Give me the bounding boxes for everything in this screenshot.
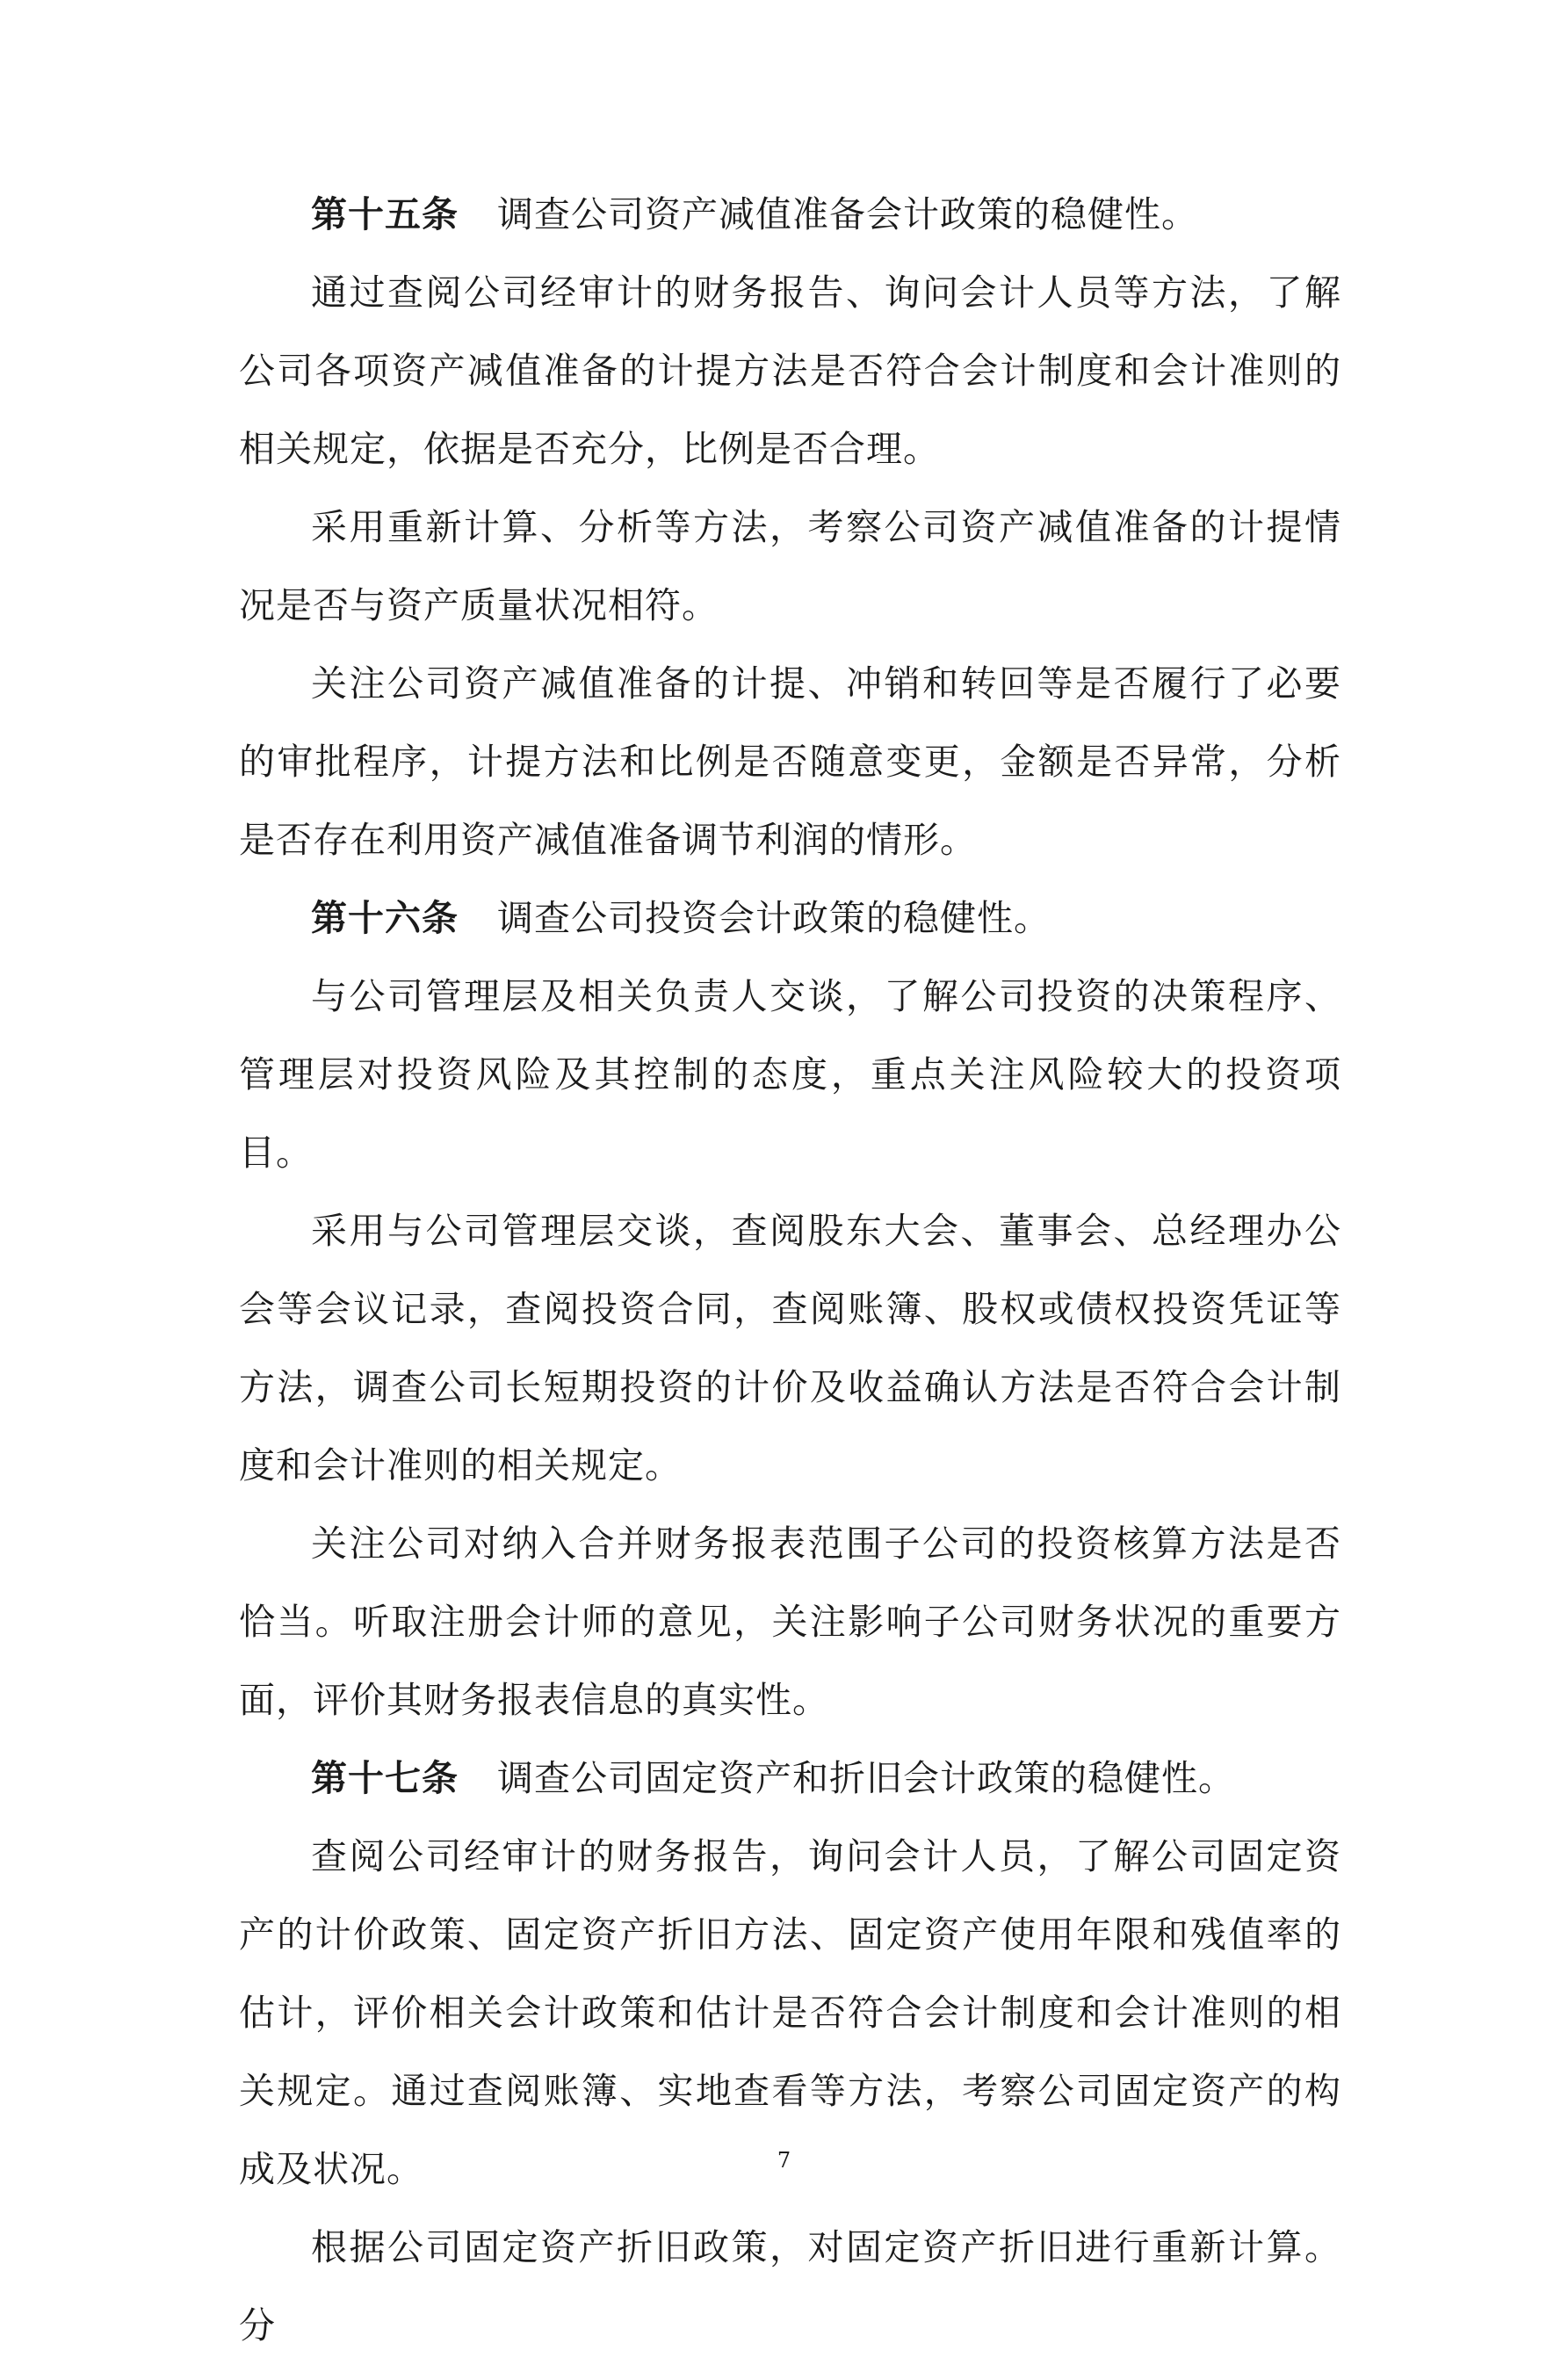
article-number: 第十六条 (311, 897, 459, 939)
article-heading-text: 调查公司固定资产和折旧会计政策的稳健性。 (497, 1757, 1235, 1799)
body-paragraph: 通过查阅公司经审计的财务报告、询问会计人员等方法，了解公司各项资产减值准备的计提方法是否符合会计制度和会计准则的相关规定，依据是否充分，比例是否合理。 (239, 271, 1341, 470)
body-paragraph: 查阅公司经审计的财务报告，询问会计人员，了解公司固定资产的计价政策、固定资产折旧方法、固定资产使用年限和残值率的估计，评价相关会计政策和估计是否符合会计制度和会计准则的相关规定。通过查阅账簿、实地查看等方法，考察公司固定资产的构成及状况。 (239, 1835, 1341, 2190)
article-number: 第十五条 (311, 193, 459, 235)
body-paragraph: 关注公司资产减值准备的计提、冲销和转回等是否履行了必要的审批程序，计提方法和比例是否随意变更，金额是否异常，分析是否存在利用资产减值准备调节利润的情形。 (239, 662, 1341, 861)
article-16-title (239, 879, 1341, 958)
article-number: 第十七条 (311, 1757, 459, 1799)
article-17-title (239, 1739, 1341, 1818)
body-paragraph: 关注公司对纳入合并财务报表范围子公司的投资核算方法是否恰当。听取注册会计师的意见，关注影响子公司财务状况的重要方面，评价其财务报表信息的真实性。 (239, 1522, 1341, 1721)
page-number: 7 (777, 2148, 791, 2173)
article-15-title (239, 176, 1341, 254)
body-paragraph: 采用重新计算、分析等方法，考察公司资产减值准备的计提情况是否与资产质量状况相符。 (239, 506, 1341, 626)
article-heading-text: 调查公司资产减值准备会计政策的稳健性。 (497, 193, 1198, 235)
body-paragraph: 根据公司固定资产折旧政策，对固定资产折旧进行重新计算。分 (239, 2226, 1341, 2347)
body-paragraph: 采用与公司管理层交谈，查阅股东大会、董事会、总经理办公会等会议记录，查阅投资合同，查阅账簿、股权或债权投资凭证等方法，调查公司长短期投资的计价及收益确认方法是否符合会计制度和会计准则的相关规定。 (239, 1210, 1341, 1486)
document-body (239, 176, 1341, 2365)
body-paragraph: 与公司管理层及相关负责人交谈，了解公司投资的决策程序、管理层对投资风险及其控制的态度，重点关注风险较大的投资项目。 (239, 975, 1341, 1174)
article-heading-text: 调查公司投资会计政策的稳健性。 (497, 897, 1051, 939)
